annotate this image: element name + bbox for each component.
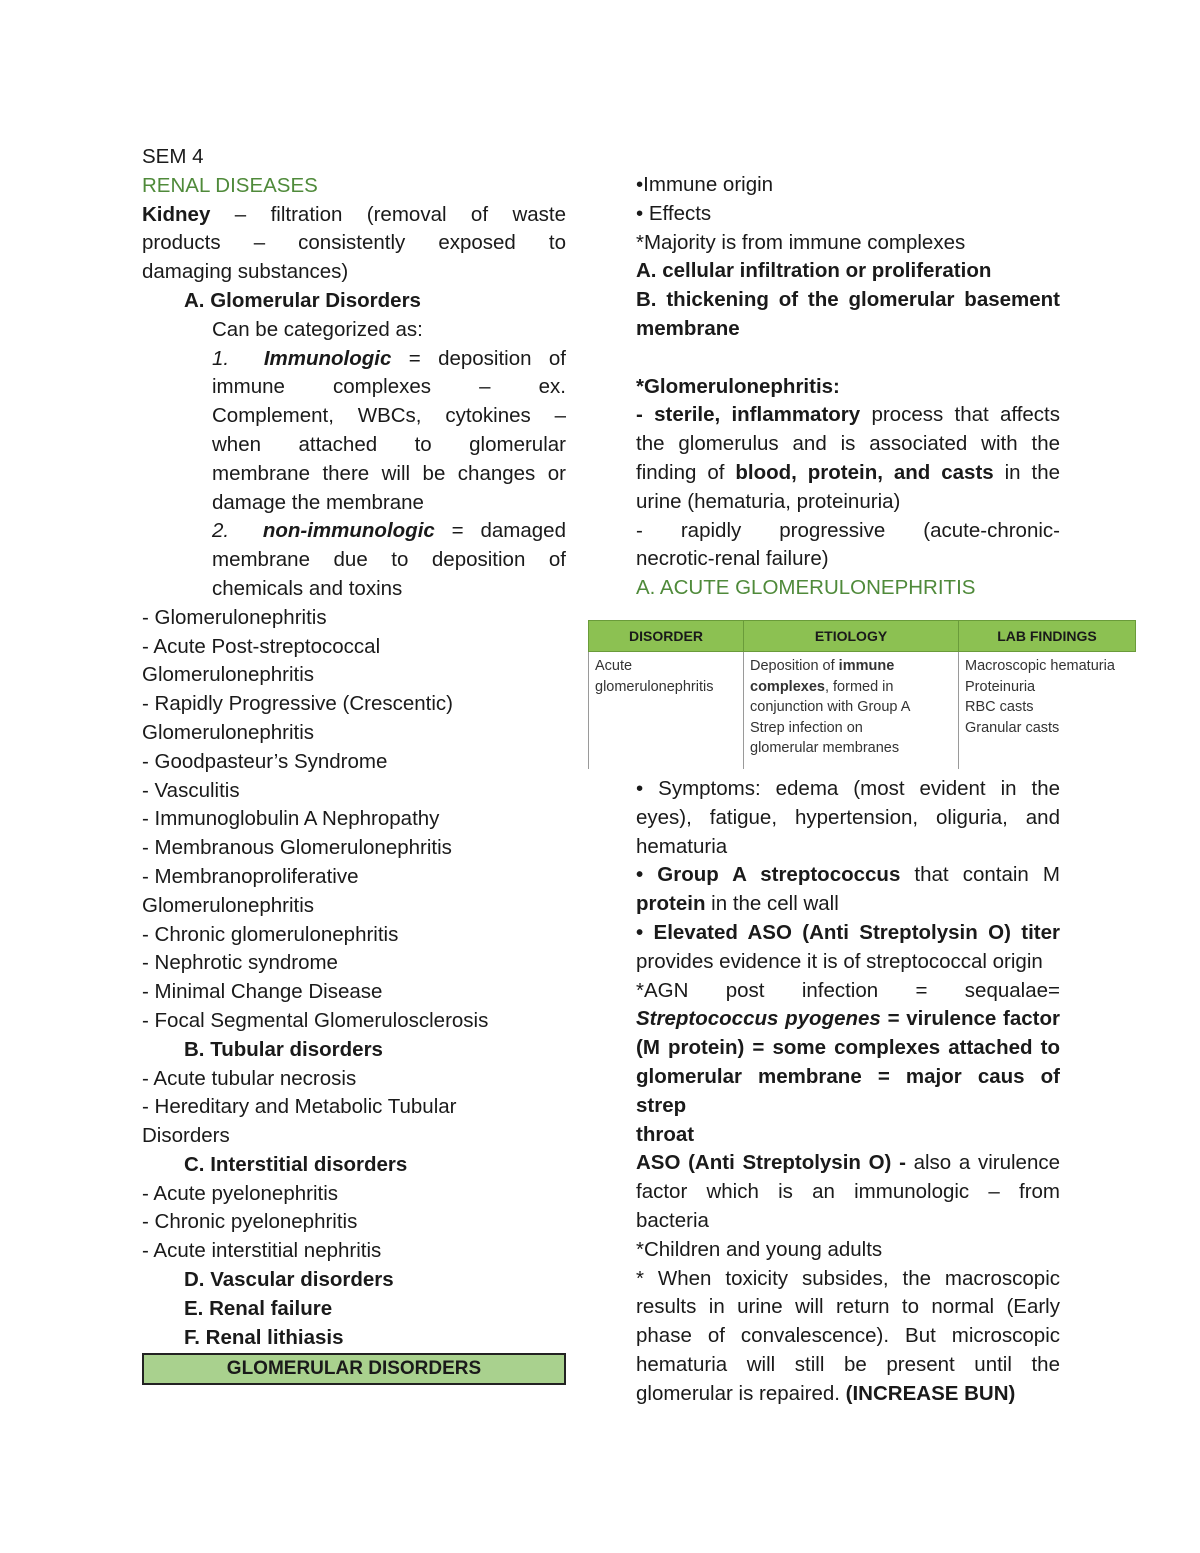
immunologic-line-6: damage the membrane: [212, 490, 424, 514]
nonimmunologic-line-2: membrane due to deposition of: [212, 548, 566, 572]
list-item: - Nephrotic syndrome: [142, 951, 338, 975]
cell-line: glomerular membranes: [750, 740, 900, 756]
aso-line-1: • Elevated ASO (Anti Streptolysin O) titer: [636, 920, 1060, 944]
section-e-heading: E. Renal failure: [184, 1296, 333, 1320]
section-f-heading: F. Renal lithiasis: [184, 1325, 344, 1349]
table-header-etiology: ETIOLOGY: [744, 621, 959, 652]
cell-line: Granular casts: [965, 719, 1060, 736]
gn-line-3: [636, 459, 1060, 488]
gn-line-3-text-c: in the: [993, 460, 1060, 484]
gn-line-1-bold: - sterile, inflammatory: [636, 403, 861, 427]
immunologic-line-1: [142, 345, 566, 374]
table-header-lab-findings: LAB FINDINGS: [959, 621, 1136, 652]
effect-b-line-2: membrane: [636, 316, 740, 340]
aso-b-text: also a virulence: [905, 1151, 1061, 1175]
list-item: - Rapidly Progressive (Crescentic): [142, 692, 454, 716]
kidney-line-1-text: – filtration (removal of waste: [210, 202, 566, 226]
aso-b-bold: ASO (Anti Streptolysin O) -: [636, 1151, 906, 1175]
list-item: - Hereditary and Metabolic Tubular: [142, 1095, 457, 1119]
immune-origin-line: •Immune origin: [636, 173, 774, 196]
list-item: - Acute tubular necrosis: [142, 1066, 357, 1090]
list-item: Glomerulonephritis: [142, 663, 315, 687]
gn-line-3-bold: blood, protein, and casts: [735, 460, 994, 484]
list-item: - Membranoproliferative: [142, 864, 359, 888]
protein-text: in the cell wall: [705, 892, 839, 916]
lab-findings-cell: [959, 652, 1136, 769]
section-b-heading: B. Tubular disorders: [184, 1037, 383, 1061]
symptoms-line-2: eyes), fatigue, hypertension, oliguria, and: [636, 805, 1060, 829]
gn-line-1-text: process that affects: [860, 403, 1060, 427]
gn-line-2: the glomerulus and is associated with the: [636, 432, 1060, 456]
toxicity-line-4: hematuria will still be present until the: [636, 1352, 1060, 1376]
list-item: - Minimal Change Disease: [142, 980, 383, 1004]
table-header-disorder: DISORDER: [589, 621, 744, 652]
kidney-line-3: damaging substances): [142, 260, 349, 284]
aso-b-line-3: bacteria: [636, 1208, 709, 1232]
toxicity-line-1: * When toxicity subsides, the macroscopic: [636, 1266, 1060, 1290]
gn-line-5: - rapidly progressive (acute-chronic-: [636, 518, 1060, 542]
symptoms-line-1: • Symptoms: edema (most evident in the: [636, 777, 1060, 800]
immunologic-line-2: immune complexes – ex.: [212, 375, 566, 399]
list-item: - Acute interstitial nephritis: [142, 1239, 382, 1263]
list-item: - Acute pyelonephritis: [142, 1181, 339, 1205]
nonimmunologic-number: 2.: [212, 519, 230, 543]
cell-line: Macroscopic hematuria: [965, 658, 1115, 674]
cell-line: glomerulonephritis: [595, 678, 714, 695]
list-item: Glomerulonephritis: [142, 720, 315, 744]
group-a-text: that contain M: [900, 863, 1060, 887]
list-item: - Acute Post-streptococcal: [142, 634, 381, 658]
gn-line-1: [636, 401, 1060, 430]
tubular-list: [142, 1065, 566, 1151]
group-a-bold: • Group A streptococcus: [636, 863, 901, 887]
interstitial-list: [142, 1180, 566, 1266]
categorized-line: Can be categorized as:: [212, 317, 423, 341]
immunologic-line-4: when attached to glomerular: [212, 432, 566, 456]
section-d-heading: D. Vascular disorders: [184, 1268, 394, 1292]
section-c-heading: C. Interstitial disorders: [184, 1152, 408, 1176]
list-item: - Chronic glomerulonephritis: [142, 922, 399, 946]
toxicity-text: glomerular is repaired.: [636, 1381, 846, 1405]
acute-gn-title: A. ACUTE GLOMERULONEPHRITIS: [636, 576, 976, 600]
right-column-top: [636, 171, 1060, 603]
gn-line-3-text-a: finding of: [636, 460, 736, 484]
glomerulonephritis-heading: *Glomerulonephritis:: [636, 374, 840, 398]
agn-line-2: [636, 1005, 1060, 1034]
agn-line-5: throat: [636, 1122, 695, 1146]
aso-b-line-2: factor which is an immunologic – from: [636, 1180, 1060, 1204]
kidney-line-1: [142, 201, 566, 230]
etiology-bold: complexes: [750, 678, 825, 695]
immunologic-term: Immunologic: [263, 346, 392, 370]
cell-line: [750, 656, 952, 677]
aso-b-line-1: [636, 1149, 1060, 1178]
aso-line-2: provides evidence it is of streptococcal origin: [636, 949, 1043, 973]
group-a-line-2: [636, 890, 1060, 919]
protein-bold: protein: [636, 892, 706, 916]
majority-line: *Majority is from immune complexes: [636, 230, 966, 254]
effects-line: • Effects: [636, 201, 712, 225]
children-line: *Children and young adults: [636, 1237, 883, 1261]
cell-line: Proteinuria: [965, 678, 1036, 695]
disorder-cell: [589, 652, 744, 769]
effect-a-line: A. cellular infiltration or proliferation: [636, 259, 992, 283]
list-item: - Vasculitis: [142, 778, 240, 802]
cell-line: Acute: [595, 658, 633, 674]
immunologic-line-5: membrane there will be changes or: [212, 461, 566, 485]
list-item: - Glomerulonephritis: [142, 605, 327, 629]
list-item: - Goodpasteur’s Syndrome: [142, 749, 388, 773]
toxicity-line-3: phase of convalescence). But microscopic: [636, 1324, 1060, 1348]
spacer: [636, 344, 1060, 373]
streptococcus-italic: Streptococcus pyogenes: [636, 1007, 881, 1031]
gn-line-6: necrotic-renal failure): [636, 547, 829, 571]
list-item: - Membranous Glomerulonephritis: [142, 836, 452, 860]
acute-gn-table: [588, 620, 1136, 769]
left-column: [142, 143, 566, 1352]
glomerular-disorders-banner: GLOMERULAR DISORDERS: [142, 1353, 566, 1385]
agn-line-2-text: = virulence factor: [880, 1007, 1060, 1031]
cell-line: Strep infection on: [750, 719, 863, 736]
immunologic-line-3: Complement, WBCs, cytokines –: [212, 404, 566, 428]
etiology-cell: [744, 652, 959, 769]
symptoms-line-3: hematuria: [636, 834, 728, 858]
section-a-heading: A. Glomerular Disorders: [184, 288, 421, 312]
cell-line: conjunction with Group A: [750, 699, 911, 715]
toxicity-line-2: results in urine will return to normal (Early: [636, 1295, 1060, 1319]
glomerular-list: [142, 604, 566, 1036]
effect-b-line-1: B. thickening of the glomerular basement: [636, 288, 1060, 312]
kidney-label: Kidney: [142, 202, 211, 226]
etiology-bold: immune: [838, 658, 895, 674]
right-column-bottom: [636, 775, 1060, 1409]
etiology-text: , formed in: [824, 678, 894, 695]
etiology-text: Deposition of: [750, 658, 839, 674]
page-title: RENAL DISEASES: [142, 173, 318, 197]
agn-line-3: (M protein) = some complexes attached to: [636, 1036, 1060, 1060]
list-item: - Focal Segmental Glomerulosclerosis: [142, 1008, 489, 1032]
list-item: - Chronic pyelonephritis: [142, 1210, 358, 1234]
group-a-line-1: [636, 861, 1060, 890]
agn-line-4: glomerular membrane = major caus of strep: [636, 1064, 1060, 1117]
nonimmunologic-line-3: chemicals and toxins: [212, 576, 403, 600]
cell-line: RBC casts: [965, 699, 1034, 715]
nonimmunologic-text: = damaged: [434, 519, 566, 543]
table-row: [589, 652, 1136, 769]
immunologic-text: = deposition of: [391, 346, 566, 370]
kidney-line-2: products – consistently exposed to: [142, 231, 566, 255]
list-item: - Immunoglobulin A Nephropathy: [142, 807, 440, 831]
cell-line: [750, 677, 952, 698]
nonimmunologic-line-1: [142, 517, 566, 546]
nonimmunologic-term: non-immunologic: [262, 519, 435, 543]
semester-label: SEM 4: [142, 145, 204, 168]
increase-bun-bold: (INCREASE BUN): [845, 1381, 1016, 1405]
agn-line-1: *AGN post infection = sequalae=: [636, 978, 1060, 1002]
list-item: Glomerulonephritis: [142, 893, 315, 917]
toxicity-line-5: [636, 1380, 1060, 1409]
list-item: Disorders: [142, 1124, 230, 1148]
gn-line-4: urine (hematuria, proteinuria): [636, 489, 901, 513]
immunologic-number: 1.: [212, 346, 230, 370]
